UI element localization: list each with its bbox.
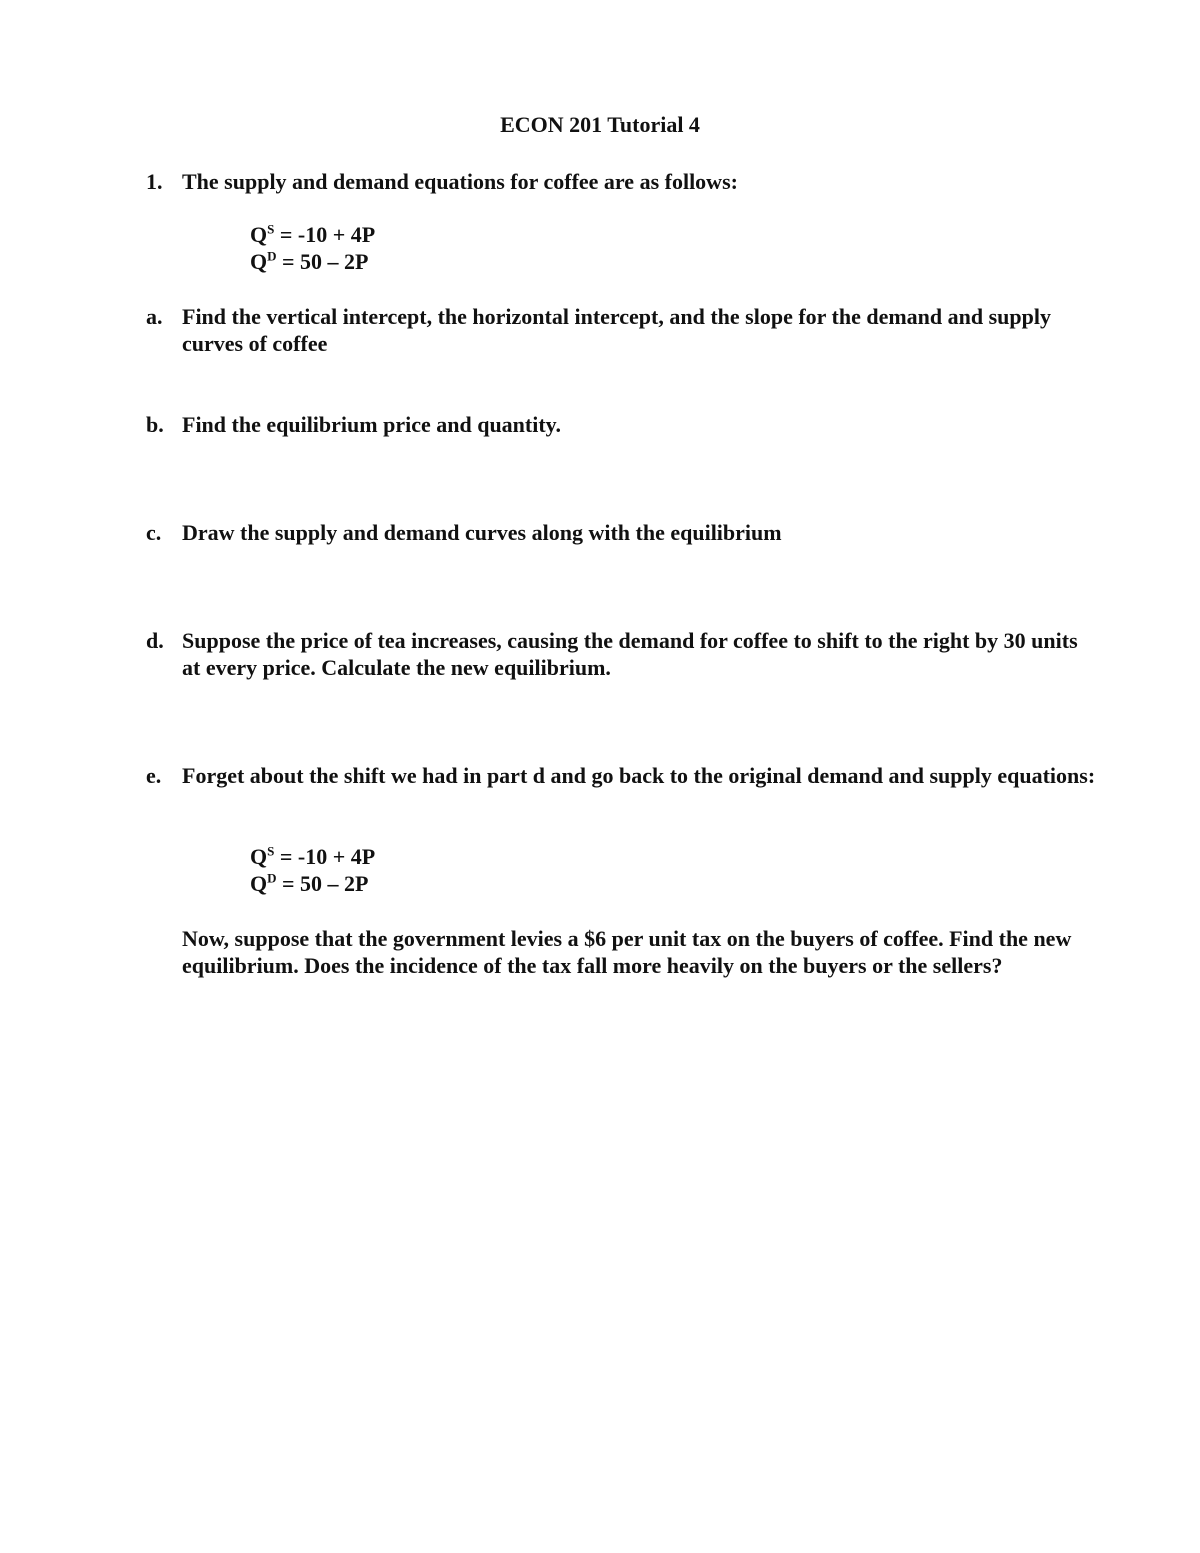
document-title: ECON 201 Tutorial 4 (500, 112, 700, 137)
part-c (146, 519, 1096, 546)
question-1-number: 1. (146, 169, 163, 194)
part-e-marker: e. (146, 763, 162, 788)
supply-equation-2: $Q^S = -10 + 4P$ (250, 843, 376, 869)
supply-equation-1: $Q^S = -10 + 4P$ (250, 221, 376, 247)
demand-equation-1: $Q^D = 50 - 2P$ (250, 248, 369, 274)
part-a-marker: a. (146, 304, 163, 329)
demand-equation-2: $Q^D = 50 - 2P$ (250, 870, 369, 896)
part-c-text: Draw the supply and demand curves along with the equilibrium (182, 520, 782, 545)
part-b-text: Find the equilibrium price and quantity. (182, 412, 561, 437)
part-d (146, 627, 1096, 681)
part-a-text: Find the vertical intercept, the horizontal intercept, and the slope for the demand and supply curves of coffee (182, 304, 1051, 356)
tax-paragraph: Now, suppose that the government levies a $6 per unit tax on the buyers of coffee. Find the new equilibrium. Does the incidence of the tax fall more heavily on the buyers or the sellers? (182, 926, 1072, 978)
part-d-text: Suppose the price of tea increases, causing the demand for coffee to shift to the right by 30 units at every price. Calculate the new equilibrium. (182, 628, 1078, 680)
part-b-marker: b. (146, 412, 164, 437)
part-d-marker: d. (146, 628, 164, 653)
equations-block-1 (250, 221, 375, 275)
part-c-marker: c. (146, 520, 162, 545)
equations-block-2 (250, 843, 375, 897)
question-1 (146, 168, 1096, 195)
part-e (146, 762, 1096, 789)
question-1-text: The supply and demand equations for coffee are as follows: (182, 169, 738, 194)
part-b (146, 411, 1096, 438)
part-a (146, 303, 1096, 357)
part-e-text: Forget about the shift we had in part d and go back to the original demand and supply equations: (182, 763, 1096, 788)
